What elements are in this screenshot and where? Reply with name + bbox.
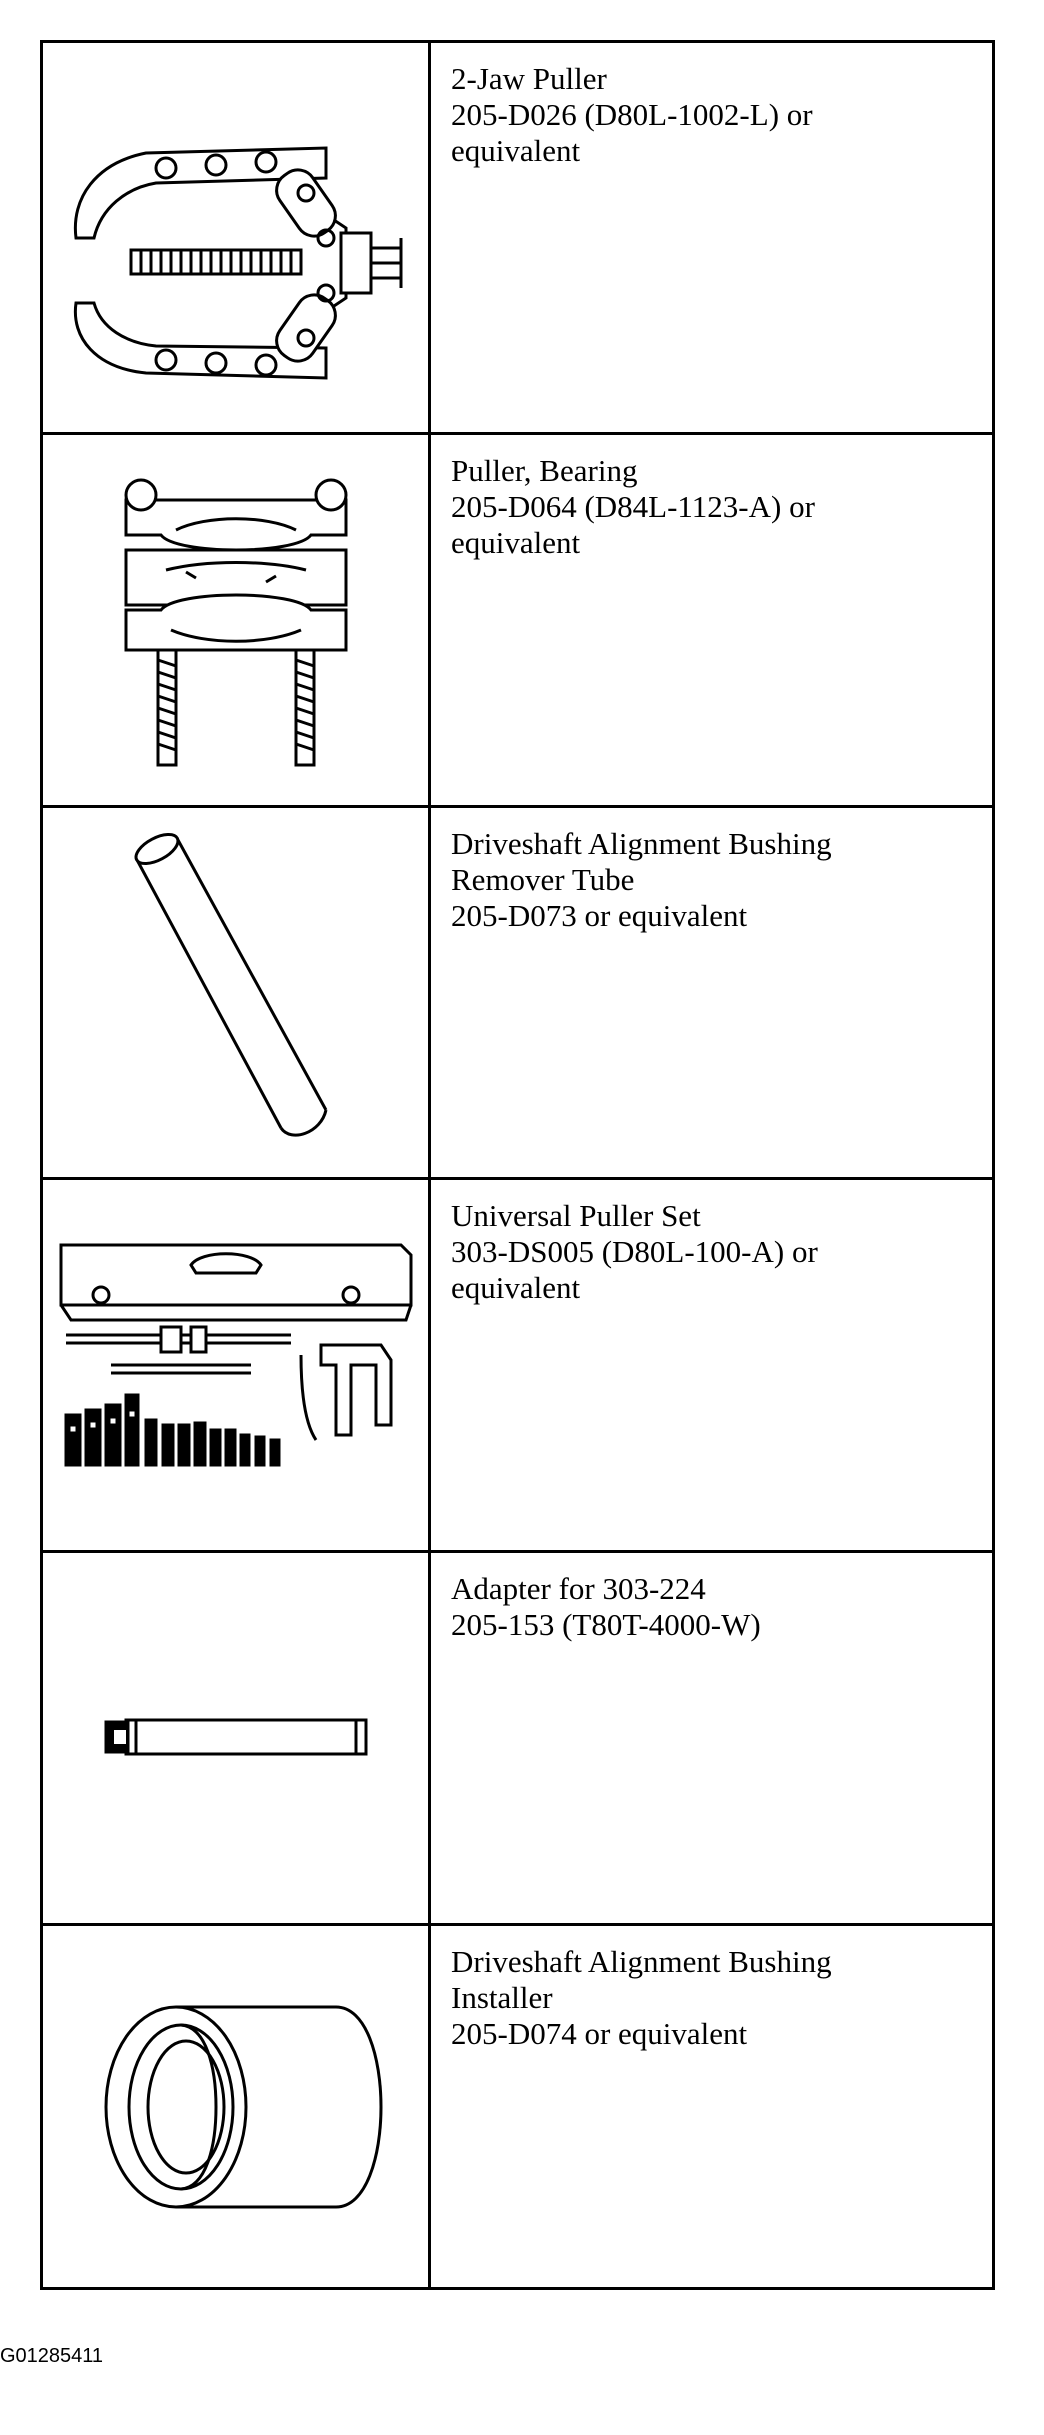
remover-tube-icon xyxy=(116,828,356,1158)
tool-description xyxy=(431,1180,992,1550)
tool-note: equivalent xyxy=(451,525,581,560)
tool-description xyxy=(431,435,992,805)
special-tools-table xyxy=(40,40,995,2290)
tool-name-continued: Remover Tube xyxy=(451,862,635,897)
tool-name-continued: Installer xyxy=(451,1980,553,2015)
tool-note: equivalent xyxy=(451,1270,581,1305)
tool-row-bushing-installer xyxy=(43,1926,992,2287)
tool-name: Driveshaft Alignment Bushing xyxy=(451,1944,832,1979)
tool-image-cell xyxy=(43,808,431,1177)
bearing-puller-icon xyxy=(106,460,366,780)
tool-note: equivalent xyxy=(451,133,581,168)
tool-part-number: 205-D074 or equivalent xyxy=(451,2016,748,2051)
tool-row-adapter xyxy=(43,1553,992,1926)
tool-image-cell xyxy=(43,1553,431,1923)
tool-description xyxy=(431,1553,992,1923)
tool-row-universal-puller-set xyxy=(43,1180,992,1553)
tool-name: 2-Jaw Puller xyxy=(451,61,607,96)
tool-part-number: 205-D026 (D80L-1002-L) or xyxy=(451,97,813,132)
tool-image-cell xyxy=(43,43,431,432)
tool-row-bearing-puller xyxy=(43,435,992,808)
tool-part-number: 303-DS005 (D80L-100-A) or xyxy=(451,1234,818,1269)
tool-image-cell xyxy=(43,1926,431,2287)
tool-name: Adapter for 303-224 xyxy=(451,1571,706,1606)
tool-name: Universal Puller Set xyxy=(451,1198,701,1233)
tool-description xyxy=(431,1926,992,2287)
tool-name: Puller, Bearing xyxy=(451,453,638,488)
tool-description xyxy=(431,808,992,1177)
universal-puller-set-icon xyxy=(51,1225,421,1505)
tool-image-cell xyxy=(43,435,431,805)
tool-part-number: 205-153 (T80T-4000-W) xyxy=(451,1607,761,1642)
figure-id: G01285411 xyxy=(0,2345,104,2367)
tool-part-number: 205-D073 or equivalent xyxy=(451,898,748,933)
two-jaw-puller-icon xyxy=(56,88,416,388)
tool-part-number: 205-D064 (D84L-1123-A) or xyxy=(451,489,815,524)
tool-name: Driveshaft Alignment Bushing xyxy=(451,826,832,861)
tool-row-remover-tube xyxy=(43,808,992,1180)
tool-image-cell xyxy=(43,1180,431,1550)
tool-row-two-jaw-puller xyxy=(43,43,992,435)
bushing-installer-icon xyxy=(86,1987,386,2227)
tool-description xyxy=(431,43,992,432)
adapter-rod-icon xyxy=(86,1698,386,1778)
